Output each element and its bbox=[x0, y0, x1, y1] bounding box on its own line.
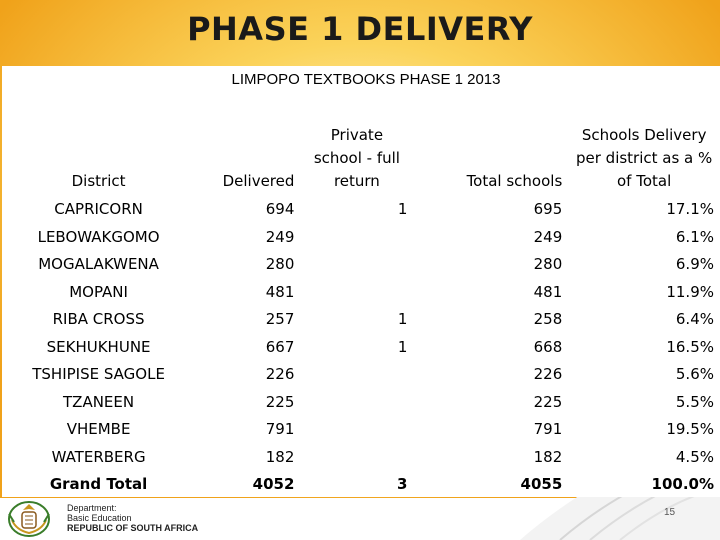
cell-delivered: 257 bbox=[265, 310, 295, 328]
cell-delivered: 249 bbox=[265, 227, 295, 246]
table-row bbox=[2, 416, 720, 444]
table-row bbox=[2, 224, 720, 252]
header-district: District bbox=[71, 172, 126, 190]
cell-total: 226 bbox=[533, 365, 563, 383]
cell-delivered: 667 bbox=[265, 337, 295, 356]
cell-district: VHEMBE bbox=[66, 420, 131, 438]
cell-percent: 5.6% bbox=[675, 365, 714, 383]
cell-percent: 16.5% bbox=[666, 337, 714, 356]
cell-private bbox=[300, 416, 413, 444]
logo-line-2: Basic Education bbox=[67, 513, 132, 523]
table-header-row bbox=[2, 93, 720, 196]
cell-district: WATERBERG bbox=[51, 447, 146, 466]
cell-district: SEKHUKHUNE bbox=[46, 337, 151, 356]
cell-district: CAPRICORN bbox=[54, 200, 143, 218]
cell-delivered: 226 bbox=[265, 365, 295, 383]
cell-delivered: 694 bbox=[265, 200, 295, 218]
table-row bbox=[2, 389, 720, 417]
cell-percent: 4.5% bbox=[675, 447, 714, 466]
cell-private bbox=[300, 444, 413, 472]
cell-district: Grand Total bbox=[49, 475, 148, 493]
cell-total: 4055 bbox=[520, 475, 563, 493]
table-row bbox=[2, 306, 720, 334]
table-row bbox=[2, 251, 720, 279]
cell-percent: 6.1% bbox=[675, 227, 714, 246]
cell-total: 695 bbox=[533, 200, 563, 218]
cell-district: TZANEEN bbox=[63, 392, 135, 411]
cell-total: 225 bbox=[533, 392, 563, 411]
cell-delivered: 182 bbox=[265, 447, 295, 466]
cell-delivered: 280 bbox=[265, 255, 295, 273]
table-row bbox=[2, 444, 720, 472]
cell-delivered: 225 bbox=[265, 392, 295, 411]
table-row bbox=[2, 361, 720, 389]
table-row bbox=[2, 334, 720, 362]
header-total-schools: Total schools bbox=[466, 172, 563, 190]
cell-total: 249 bbox=[533, 227, 563, 246]
table-row bbox=[2, 196, 720, 224]
header-private-school: Private school - full return bbox=[313, 126, 400, 190]
table-subtitle: LIMPOPO TEXTBOOKS PHASE 1 2013 bbox=[231, 71, 501, 88]
cell-total: 791 bbox=[533, 420, 563, 438]
cell-private bbox=[300, 389, 413, 417]
header-percent-of-total: Schools Delivery per district as a % of Total bbox=[575, 126, 713, 190]
cell-private bbox=[300, 279, 413, 307]
cell-percent: 6.4% bbox=[675, 310, 714, 328]
cell-private: 3 bbox=[396, 475, 408, 493]
cell-delivered: 4052 bbox=[252, 475, 295, 493]
cell-district: MOPANI bbox=[69, 282, 128, 301]
cell-private: 1 bbox=[397, 310, 408, 328]
cell-total: 280 bbox=[533, 255, 563, 273]
cell-district: MOGALAKWENA bbox=[38, 255, 159, 273]
cell-total: 481 bbox=[533, 282, 563, 301]
cell-private: 1 bbox=[397, 337, 408, 356]
header-delivered: Delivered bbox=[222, 172, 295, 190]
cell-total: 182 bbox=[533, 447, 563, 466]
cell-percent: 5.5% bbox=[675, 392, 714, 411]
cell-total: 668 bbox=[533, 337, 563, 356]
table-row bbox=[2, 279, 720, 307]
grand-total-row bbox=[2, 471, 720, 499]
cell-district: LEBOWAKGOMO bbox=[37, 227, 160, 246]
cell-district: RIBA CROSS bbox=[52, 310, 145, 328]
coat-of-arms-icon bbox=[4, 500, 54, 538]
cell-percent: 11.9% bbox=[666, 282, 714, 301]
cell-percent: 17.1% bbox=[666, 200, 714, 218]
cell-percent: 19.5% bbox=[666, 420, 714, 438]
cell-delivered: 481 bbox=[265, 282, 295, 301]
cell-district: TSHIPISE SAGOLE bbox=[32, 365, 165, 383]
logo-line-3: REPUBLIC OF SOUTH AFRICA bbox=[67, 523, 199, 533]
cell-delivered: 791 bbox=[265, 420, 295, 438]
department-text bbox=[67, 503, 198, 533]
cell-private bbox=[300, 361, 413, 389]
delivery-table bbox=[2, 93, 720, 499]
cell-private bbox=[300, 224, 413, 252]
cell-private bbox=[300, 251, 413, 279]
department-logo bbox=[4, 500, 204, 538]
cell-private: 1 bbox=[397, 200, 408, 218]
slide-title: PHASE 1 DELIVERY bbox=[187, 10, 533, 48]
cell-percent: 100.0% bbox=[651, 475, 714, 493]
page-number: 15 bbox=[664, 507, 676, 518]
logo-line-1: Department: bbox=[67, 503, 117, 513]
cell-percent: 6.9% bbox=[675, 255, 714, 273]
cell-total: 258 bbox=[533, 310, 563, 328]
